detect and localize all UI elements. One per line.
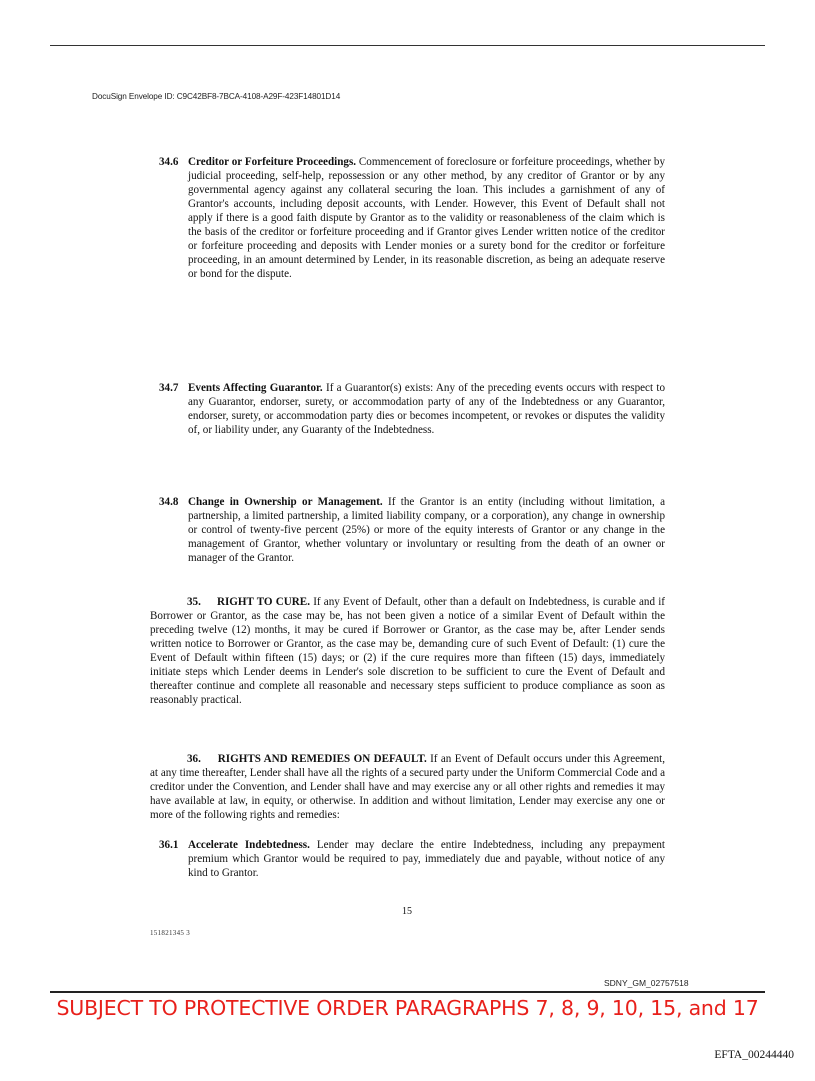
section-36-1 — [159, 838, 665, 880]
top-divider — [50, 45, 765, 46]
bates-number: SDNY_GM_02757518 — [604, 978, 689, 988]
section-text: If an Event of Default occurs under this Agreement, at any time thereafter, Lender shall have all the rights of a secured party under the Uniform Commercial Code and a creditor under the Convention, and Lender shall have and may exercise any or all other rights and remedies it may have available at law, in equity, or otherwise. In addition and without limitation, Lender may exercise any one or more of the following rights and remedies: — [150, 753, 665, 822]
section-number: 36. — [187, 753, 201, 765]
section-title: Events Affecting Guarantor. — [188, 382, 323, 394]
page-number: 15 — [402, 906, 412, 917]
section-title: RIGHT TO CURE. — [216, 596, 310, 608]
section-text: If the Grantor is an entity (including without limitation, a partnership, a limited partnership, a limited liability company, or a corporation), any change in ownership or control of twenty-five percent (25%) or more of the equity interests of Grantor or any change in the management of Grantor, whether voluntary or involuntary or resulting from the death of an owner or manager of the Grantor. — [188, 496, 666, 565]
section-number: 34.6 — [159, 156, 179, 168]
section-text: Commencement of foreclosure or forfeiture proceedings, whether by judicial proceeding, self-help, repossession or any other method, by any creditor of Grantor or by any governmental agency against any collateral securing the loan. This includes a garnishment of any of Grantor's accounts, including deposit accounts, with Lender. However, this Event of Default shall not apply if there is a good faith dispute by Grantor as to the validity or reasonableness of the claim which is the basis of the creditor or forfeiture proceeding and if Grantor gives Lender written notice of the creditor or forfeiture proceeding and deposits with Lender monies or a surety bond for the creditor or forfeiture proceeding, in an amount determined by Lender, in its reasonable discretion, as being an adequate reserve or bond for the dispute. — [188, 156, 665, 281]
document-id: 151821345 3 — [150, 929, 191, 937]
section-34-7 — [159, 381, 665, 437]
protective-order-notice: SUBJECT TO PROTECTIVE ORDER PARAGRAPHS 7, 8, 9, 10, 15, and 17 — [56, 996, 759, 1020]
section-text: Lender may declare the entire Indebtedness, including any prepayment premium which Grantor would be required to pay, immediately due and payable, without notice of any kind to Grantor. — [188, 839, 665, 880]
section-title: Change in Ownership or Management. — [188, 496, 383, 508]
section-number: 35. — [187, 596, 201, 608]
section-text: If a Guarantor(s) exists: Any of the preceding events occurs with respect to any Guarantor, endorser, surety, or accommodation party of any of the Indebtedness or any Guarantor, endorser, surety, or accommodation party dies or becomes incompetent, or revokes or disputes the validity of, or liability under, any Guaranty of the Indebtedness. — [188, 382, 665, 437]
efta-number: EFTA_00244440 — [714, 1049, 794, 1061]
section-number: 36.1 — [159, 839, 179, 851]
section-text: If any Event of Default, other than a default on Indebtedness, is curable and if Borrower or Grantor, as the case may be, has not been given a notice of a similar Event of Default within the preceding twelve (12) months, it may be cured if Borrower or Grantor, as the case may be, after Lender sends written notice to Borrower or Grantor, as the case may be, demanding cure of such Event of Default: (1) cure the Event of Default within fifteen (15) days; or (2) if the cure requires more than fifteen (15) days, immediately initiate steps which Lender deems in Lender's sole discretion to be sufficient to cure the Event of Default and thereafter continue and complete all reasonable and necessary steps sufficient to produce compliance as soon as reasonably practical. — [150, 596, 665, 707]
section-title: Accelerate Indebtedness. — [188, 839, 310, 851]
section-number: 34.8 — [159, 496, 179, 508]
section-title: Creditor or Forfeiture Proceedings. — [188, 156, 357, 168]
section-title: RIGHTS AND REMEDIES ON DEFAULT. — [217, 753, 427, 765]
section-35 — [150, 595, 665, 707]
section-36 — [150, 752, 665, 822]
section-34-6 — [159, 155, 665, 281]
section-34-8 — [159, 495, 666, 565]
bottom-divider — [50, 991, 765, 993]
section-number: 34.7 — [159, 382, 179, 394]
docusign-envelope-id: DocuSign Envelope ID: C9C42BF8-7BCA-4108-A29F-423F14801D14 — [92, 92, 341, 101]
